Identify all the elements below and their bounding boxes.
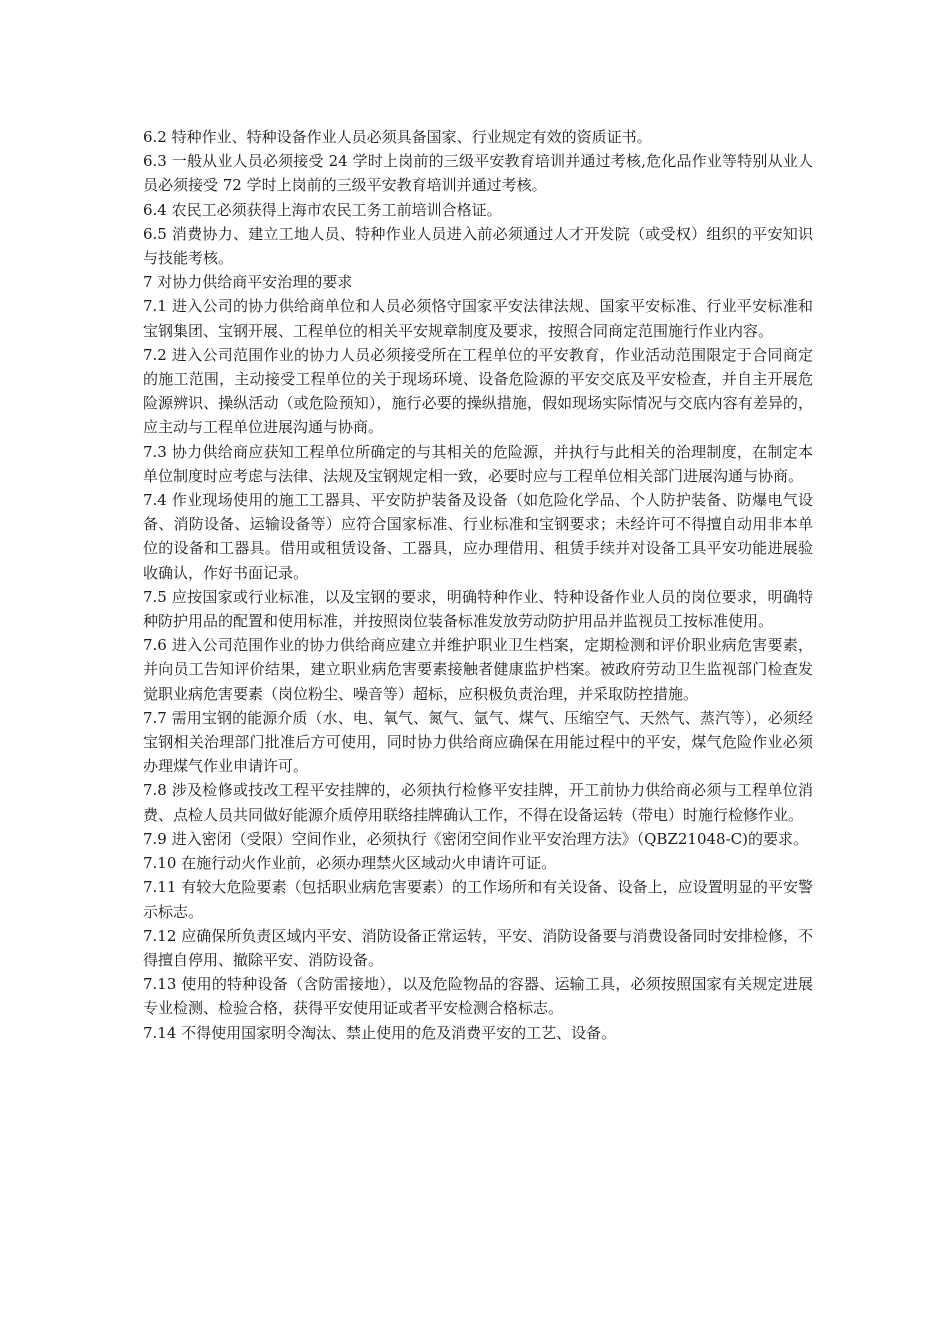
clause-7-3: 7.3 协力供给商应获知工程单位所确定的与其相关的危险源，并执行与此相关的治理制度，在制定本单位制度时应考虑与法律、法规及宝钢规定相一致，必要时应与工程单位相关部门进展沟通与协商。 [143, 442, 813, 485]
clause-7-5: 7.5 应按国家或行业标准，以及宝钢的要求，明确特种作业、特种设备作业人员的岗位要求，明确特种防护用品的配置和使用标准，并按照岗位装备标准发放劳动防护用品并监视员工按标准使用。 [143, 587, 813, 631]
clause-7-1: 7.1 进入公司的协力供给商单位和人员必须恪守国家平安法律法规、国家平安标准、行业平安标准和宝钢集团、宝钢开展、工程单位的相关平安规章制度及要求，按照合同商定范围施行作业内容。 [143, 297, 813, 340]
clause-7-11: 7.11 有较大危险要素（包括职业病危害要素）的工作场所和有关设备、设备上，应设置明显的平安警示标志。 [143, 878, 813, 921]
section-7-heading: 7 对协力供给商平安治理的要求 [143, 273, 353, 292]
clause-7-7: 7.7 需用宝钢的能源介质（水、电、氧气、氮气、氩气、煤气、压缩空气、天然气、蒸汽等），必须经宝钢相关治理部门批准后方可使用，同时协力供给商应确保在用能过程中的平安，煤气危险作业必须办理煤气作业申请许可。 [143, 708, 813, 776]
clause-7-8: 7.8 涉及检修或技改工程平安挂牌的，必须执行检修平安挂牌，开工前协力供给商必须与工程单位消费、点检人员共同做好能源介质停用联络挂牌确认工作，不得在设备运转（带电）时施行检修作业。 [143, 781, 813, 824]
clause-7-9: 7.9 进入密闭（受限）空间作业，必须执行《密闭空间作业平安治理方法》（QBZ21048-C)的要求。 [143, 829, 808, 848]
clause-6-2: 6.2 特种作业、特种设备作业人员必须具备国家、行业规定有效的资质证书。 [143, 128, 652, 146]
document-body [143, 125, 813, 1045]
clause-7-12: 7.12 应确保所负责区域内平安、消防设备正常运转，平安、消防设备要与消费设备同时安排检修，不得擅自停用、撤除平安、消防设备。 [143, 926, 813, 969]
clause-7-14: 7.14 不得使用国家明令淘汰、禁止使用的危及消费平安的工艺、设备。 [143, 1023, 617, 1042]
clause-7-6: 7.6 进入公司范围作业的协力供给商应建立并维护职业卫生档案，定期检测和评价职业病危害要素，并向员工告知评价结果，建立职业病危害要素接触者健康监护档案。被政府劳动卫生监视部门检查发觉职业病危害要素（岗位粉尘、噪音等）超标，应积极负责治理，并采取防控措施。 [143, 636, 813, 703]
clause-7-4: 7.4 作业现场使用的施工工器具、平安防护装备及设备（如危险化学品、个人防护装备、防爆电气设备、消防设备、运输设备等）应符合国家标准、行业标准和宝钢要求；未经许可不得擅自动用非本单位的设备和工器具。借用或租赁设备、工器具，应办理借用、租赁手续并对设备工具平安功能进展验收确认，作好书面记录。 [143, 491, 813, 582]
clause-7-13: 7.13 使用的特种设备（含防雷接地），以及危险物品的容器、运输工具，必须按照国家有关规定进展专业检测、检验合格，获得平安使用证或者平安检测合格标志。 [143, 975, 813, 1018]
clause-7-2: 7.2 进入公司范围作业的协力人员必须接受所在工程单位的平安教育，作业活动范围限定于合同商定的施工范围，主动接受工程单位的关于现场环境、设备危险源的平安交底及平安检查，并自主开展危险源辨识、操纵活动（或危险预知），施行必要的操纵措施，假如现场实际情况与交底内容有差异的，应主动与工程单位进展沟通与协商。 [143, 345, 813, 437]
clause-6-4: 6.4 农民工必须获得上海市农民工务工前培训合格证。 [143, 200, 502, 219]
clause-6-3: 6.3 一般从业人员必须接受 24 学时上岗前的三级平安教育培训并通过考核,危化品作业等特别从业人员必须接受 72 学时上岗前的三级平安教育培训并通过考核。 [143, 152, 813, 195]
clause-7-10: 7.10 在施行动火作业前，必须办理禁火区域动火申请许可证。 [143, 854, 557, 873]
clause-6-5: 6.5 消费协力、建立工地人员、特种作业人员进入前必须通过人才开发院（或受权）组织的平安知识与技能考核。 [143, 224, 813, 268]
